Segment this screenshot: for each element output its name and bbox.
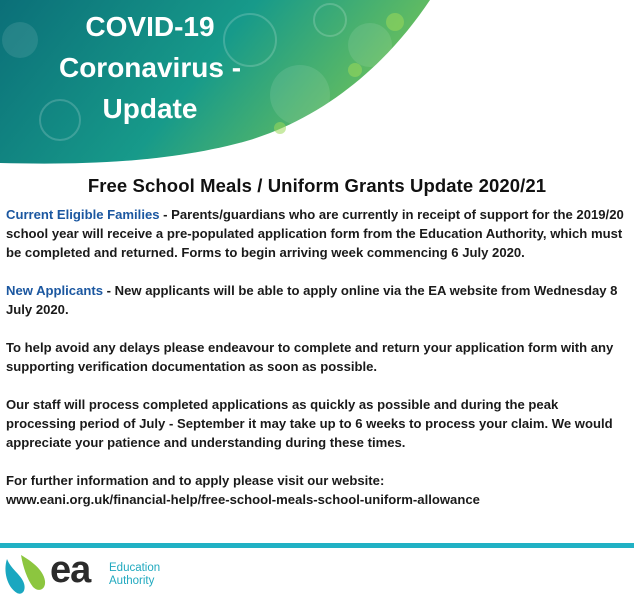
website-link[interactable]: www.eani.org.uk/financial-help/free-school-meals-school-uniform-allowance [6, 492, 480, 507]
current-families-text: - Parents/guardians who are currently in receipt of support for the 2019/20 school year will receive a pre-populated application form from the Education Authority, which must be completed and returned. Forms to begin arriving week commencing 6 July 2020. [6, 207, 624, 260]
further-info-text: For further information and to apply please visit our website: [6, 473, 385, 488]
current-families-lead: Current Eligible Families [6, 207, 160, 222]
ea-logo-wordmark [109, 562, 160, 588]
banner-title-line-3: Update [102, 93, 198, 124]
new-applicants-text: - New applicants will be able to apply online via the EA website from Wednesday 8 July 2020. [6, 283, 618, 317]
ea-logo-line-2: Authority [109, 575, 155, 587]
current-families-paragraph [6, 205, 630, 262]
ea-logo-letters: ea [50, 549, 91, 591]
banner-title-line-1: COVID-19 [85, 11, 215, 42]
footer-divider [0, 543, 634, 548]
ea-logo-line-1: Education [109, 562, 161, 574]
notice-body [6, 205, 630, 528]
delays-paragraph: To help avoid any delays please endeavour to complete and return your application form with any supporting verification documentation as soon as possible. [6, 340, 614, 374]
new-applicants-lead: New Applicants [6, 283, 104, 298]
ea-logo [3, 549, 183, 597]
page-headline: Free School Meals / Uniform Grants Update 2020/21 [87, 175, 547, 196]
processing-paragraph: Our staff will process completed applications as quickly as possible and during the peak processing period of July - September it may take up to 6 weeks to process your claim. We would appreciate your patience and understanding during these times. [6, 397, 613, 450]
new-applicants-paragraph [6, 281, 630, 319]
further-info-paragraph [6, 471, 630, 509]
banner-title [0, 6, 300, 129]
ea-leaf-icon [3, 553, 49, 597]
covid-banner [0, 0, 634, 180]
banner-title-line-2: Coronavirus - [58, 52, 242, 83]
